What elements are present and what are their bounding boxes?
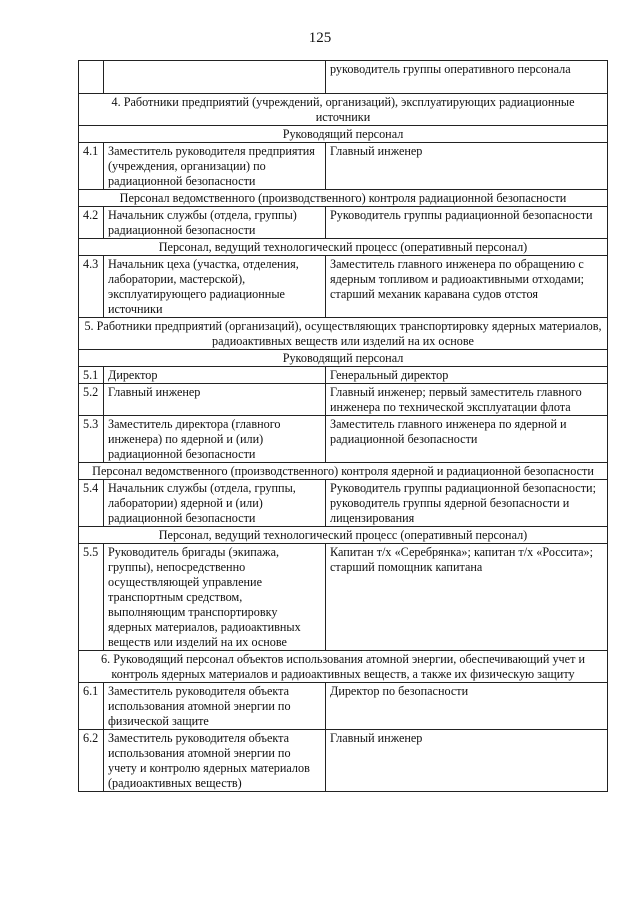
section-header: Персонал ведомственного (производственного) контроля радиационной безопасности — [79, 190, 608, 207]
table-row — [79, 384, 608, 416]
position-cell: Начальник службы (отдела, группы) радиационной безопасности — [104, 207, 326, 239]
table-row — [79, 207, 608, 239]
equivalent-position-cell: Капитан т/х «Серебрянка»; капитан т/х «Россита»; старший помощник капитана — [326, 544, 608, 651]
equivalent-position-cell: Главный инженер — [326, 143, 608, 190]
table-row — [79, 416, 608, 463]
section-header: 5. Работники предприятий (организаций), осуществляющих транспортировку ядерных материалов, радиоактивных веществ или изделий на их основе — [79, 318, 608, 350]
equivalent-position-cell: Руководитель группы радиационной безопасности; руководитель группы ядерной безопасности и лицензирования — [326, 480, 608, 527]
section-header: Руководящий персонал — [79, 350, 608, 367]
equivalent-position-cell: Заместитель главного инженера по обращению с ядерным топливом и радиоактивными отходами; старший механик каравана судов отстоя — [326, 256, 608, 318]
position-cell: Заместитель руководителя объекта использования атомной энергии по физической защите — [104, 683, 326, 730]
section-header: Персонал ведомственного (производственного) контроля ядерной и радиационной безопасности — [79, 463, 608, 480]
row-number — [79, 61, 104, 94]
position-cell: Начальник службы (отдела, группы, лаборатории) ядерной и (или) радиационной безопасности — [104, 480, 326, 527]
section-header-row — [79, 651, 608, 683]
table-row — [79, 143, 608, 190]
table-row — [79, 367, 608, 384]
table-row — [79, 256, 608, 318]
table-row — [79, 683, 608, 730]
position-cell: Директор — [104, 367, 326, 384]
table-row — [79, 730, 608, 792]
section-header: Персонал, ведущий технологический процесс (оперативный персонал) — [79, 527, 608, 544]
position-cell — [104, 61, 326, 94]
row-number: 4.2 — [79, 207, 104, 239]
row-number: 4.1 — [79, 143, 104, 190]
position-cell: Заместитель директора (главного инженера) по ядерной и (или) радиационной безопасности — [104, 416, 326, 463]
section-header-row — [79, 94, 608, 126]
equivalent-position-cell: Главный инженер — [326, 730, 608, 792]
section-header-row — [79, 239, 608, 256]
section-header-row — [79, 126, 608, 143]
position-cell: Заместитель руководителя предприятия (учреждения, организации) по радиационной безопасности — [104, 143, 326, 190]
row-number: 6.2 — [79, 730, 104, 792]
section-header-row — [79, 190, 608, 207]
page-number: 125 — [308, 30, 332, 46]
equivalent-position-cell: руководитель группы оперативного персонала — [326, 61, 608, 94]
position-cell: Начальник цеха (участка, отделения, лаборатории, мастерской), эксплуатирующего радиационные источники — [104, 256, 326, 318]
equivalent-position-cell: Генеральный директор — [326, 367, 608, 384]
row-number: 5.4 — [79, 480, 104, 527]
row-number: 5.1 — [79, 367, 104, 384]
equivalent-position-cell: Заместитель главного инженера по ядерной и радиационной безопасности — [326, 416, 608, 463]
equivalent-position-cell: Руководитель группы радиационной безопасности — [326, 207, 608, 239]
section-header: Персонал, ведущий технологический процесс (оперативный персонал) — [79, 239, 608, 256]
section-header: Руководящий персонал — [79, 126, 608, 143]
equivalent-position-cell: Директор по безопасности — [326, 683, 608, 730]
positions-table — [78, 60, 608, 792]
table-row — [79, 480, 608, 527]
position-cell: Главный инженер — [104, 384, 326, 416]
row-number: 5.3 — [79, 416, 104, 463]
section-header-row — [79, 463, 608, 480]
row-number: 5.2 — [79, 384, 104, 416]
position-cell: Руководитель бригады (экипажа, группы), непосредственно осуществляющей управление транспортным средством, выполняющим транспортировку ядерных материалов, радиоактивных веществ или изделий на их основе — [104, 544, 326, 651]
position-cell: Заместитель руководителя объекта использования атомной энергии по учету и контролю ядерных материалов (радиоактивных веществ) — [104, 730, 326, 792]
section-header-row — [79, 318, 608, 350]
row-number: 4.3 — [79, 256, 104, 318]
row-number: 5.5 — [79, 544, 104, 651]
section-header: 4. Работники предприятий (учреждений, организаций), эксплуатирующих радиационные источники — [79, 94, 608, 126]
equivalent-position-cell: Главный инженер; первый заместитель главного инженера по технической эксплуатации флота — [326, 384, 608, 416]
section-header-row — [79, 527, 608, 544]
section-header-row — [79, 350, 608, 367]
section-header: 6. Руководящий персонал объектов использования атомной энергии, обеспечивающий учет и контроль ядерных материалов и радиоактивных веществ, а также их физическую защиту — [79, 651, 608, 683]
table-row — [79, 544, 608, 651]
row-number: 6.1 — [79, 683, 104, 730]
table-row — [79, 61, 608, 94]
